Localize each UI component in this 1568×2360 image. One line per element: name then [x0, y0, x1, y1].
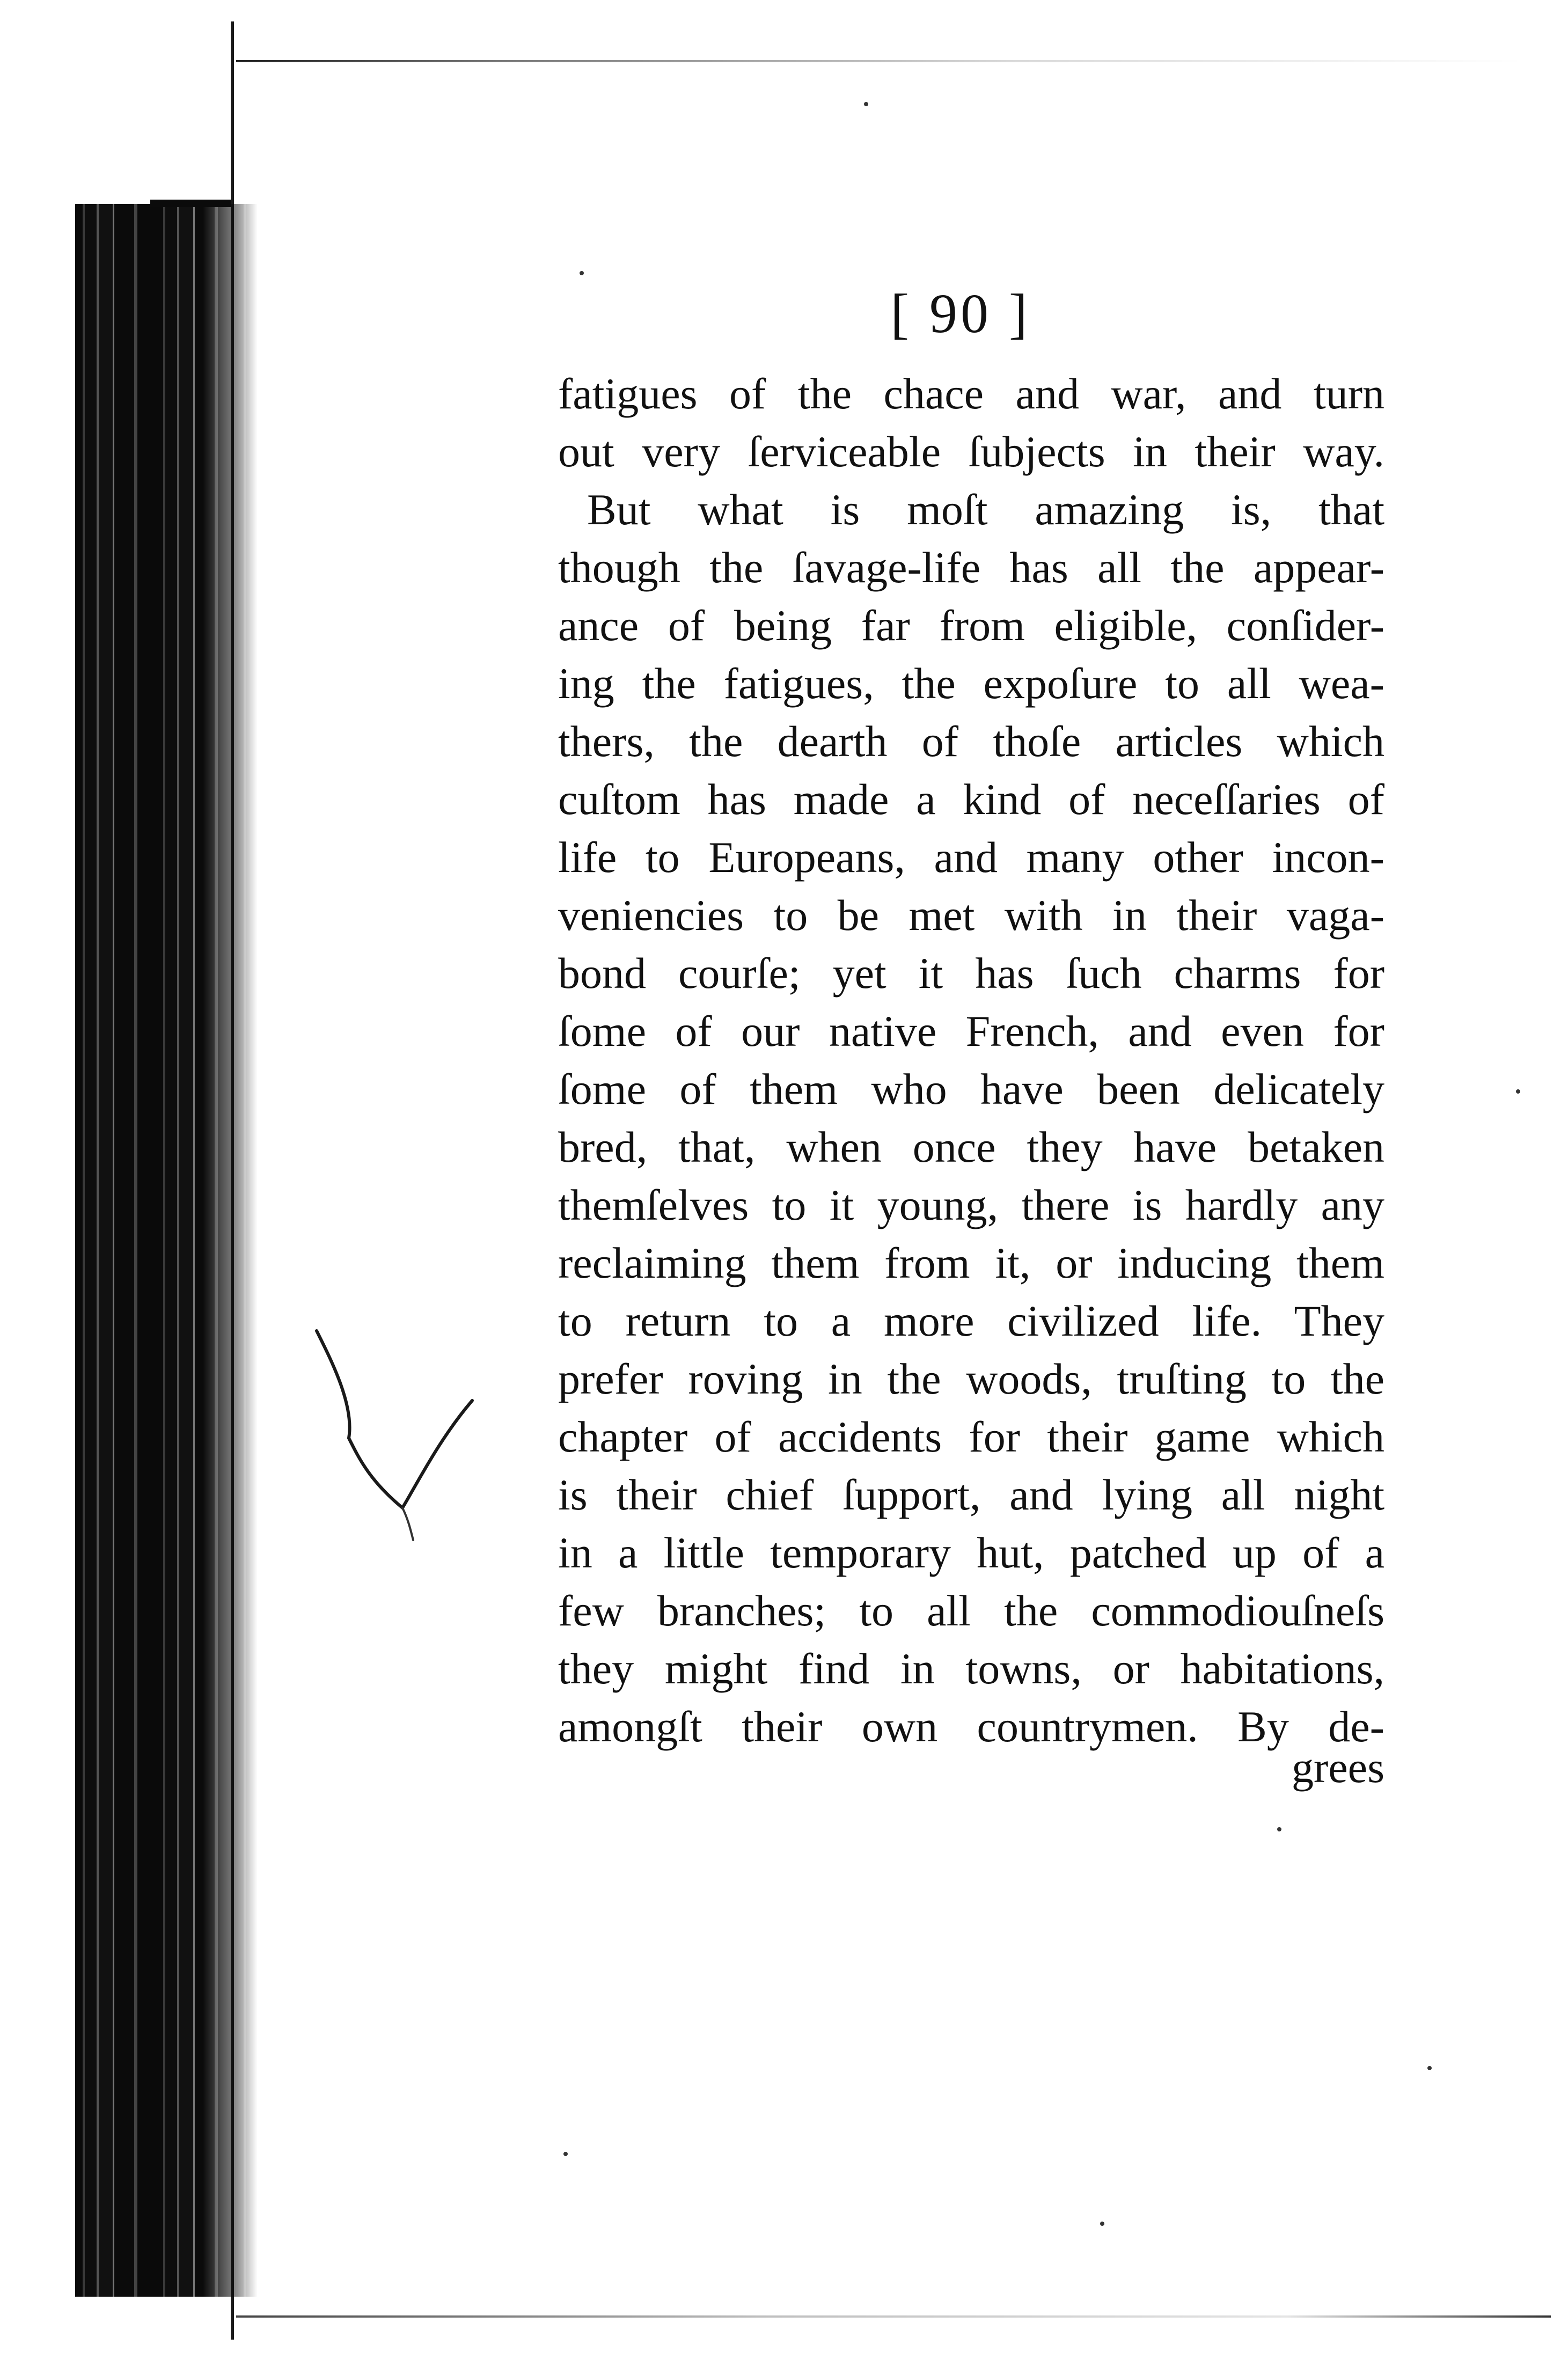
- ink-speck: [1100, 2222, 1104, 2226]
- ink-speck: [1277, 1827, 1281, 1831]
- text-line: amongſt their own countrymen. By de-: [558, 1702, 1384, 1751]
- text-line: few branches; to all the commodiouſneſs: [558, 1586, 1384, 1635]
- binding-edge: [75, 204, 258, 2297]
- text-line: bred, that, when once they have betaken: [558, 1123, 1384, 1171]
- paragraph-first-line: But what is moſt amazing is, that: [587, 485, 1384, 534]
- text-line: life to Europeans, and many other incon-: [558, 833, 1384, 882]
- ink-speck: [864, 102, 868, 106]
- text-line: cuſtom has made a kind of neceſſaries of: [558, 775, 1384, 824]
- text-line: reclaiming them from it, or inducing them: [558, 1238, 1384, 1287]
- text-line: out very ſerviceable ſubjects in their way.: [558, 427, 1384, 476]
- text-line: in a little temporary hut, patched up of a: [558, 1528, 1384, 1577]
- text-line: though the ſavage-life has all the appear-: [558, 543, 1384, 592]
- page-number: [ 90 ]: [890, 283, 1031, 345]
- text-line: themſelves to it young, there is hardly any: [558, 1181, 1384, 1229]
- text-line: to return to a more civilized life. They: [558, 1296, 1384, 1345]
- body-text: [558, 365, 1384, 1756]
- text-line: veniencies to be met with in their vaga-: [558, 891, 1384, 940]
- text-line: fatigues of the chace and war, and turn: [558, 369, 1384, 418]
- bottom-page-edge: [236, 2315, 1551, 2318]
- text-line: they might find in towns, or habitations,: [558, 1644, 1384, 1693]
- text-line: thers, the dearth of thoſe articles which: [558, 717, 1384, 766]
- text-line: is their chief ſupport, and lying all night: [558, 1470, 1384, 1519]
- text-line: ſome of them who have been delicately: [558, 1065, 1384, 1113]
- text-line: ance of being far from eligible, conſider-: [558, 601, 1384, 650]
- catchword: grees: [1291, 1743, 1384, 1792]
- ink-speck: [580, 271, 584, 275]
- top-page-edge: [236, 60, 1524, 62]
- binding-top-rule: [150, 200, 231, 207]
- ink-speck: [1427, 2066, 1432, 2070]
- ink-speck: [1516, 1089, 1520, 1094]
- text-line: prefer roving in the woods, truſting to the: [558, 1354, 1384, 1403]
- text-line: ſome of our native French, and even for: [558, 1007, 1384, 1056]
- handwritten-check-mark: [311, 1320, 483, 1545]
- text-line: ing the fatigues, the expoſure to all wea-: [558, 659, 1384, 708]
- text-line: chapter of accidents for their game which: [558, 1412, 1384, 1461]
- ink-speck: [563, 2152, 568, 2156]
- text-line: bond courſe; yet it has ſuch charms for: [558, 949, 1384, 998]
